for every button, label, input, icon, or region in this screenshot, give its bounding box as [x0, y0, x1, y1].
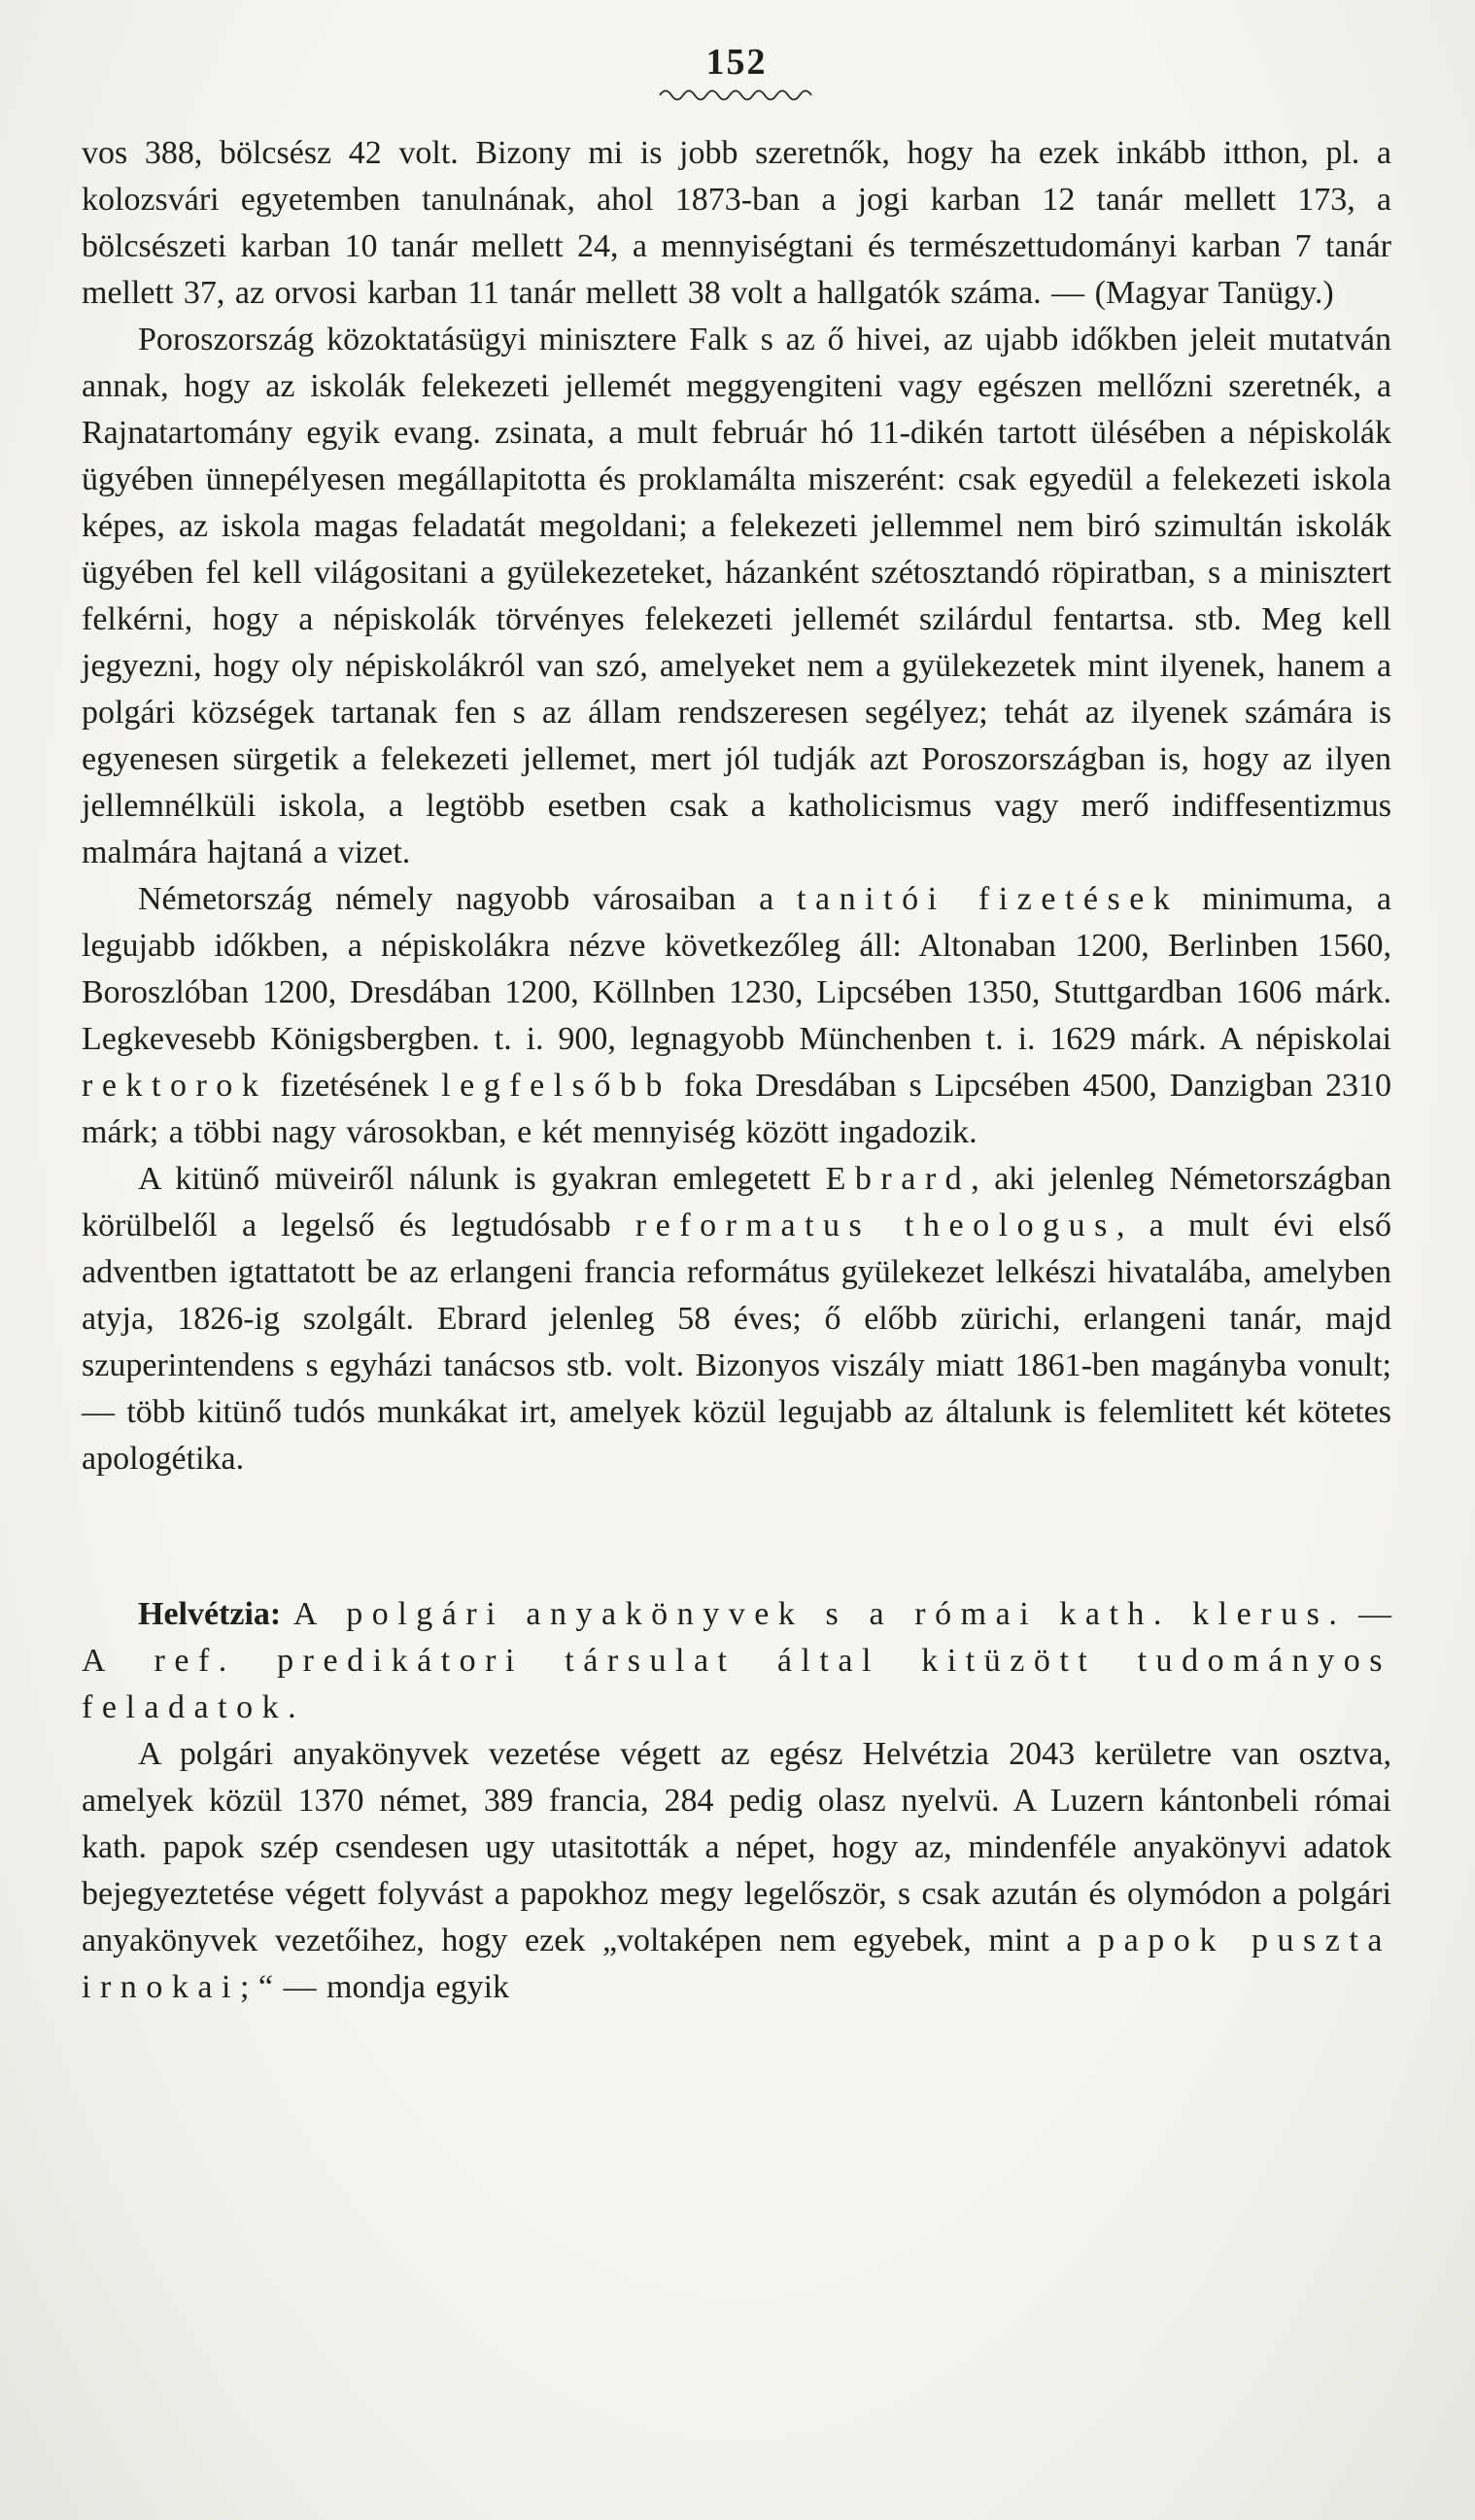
- emphasis-spaced: legfelsőbb: [441, 1067, 671, 1104]
- paragraph: [82, 1156, 1391, 1482]
- text-segment: , aki jelenleg Németországban körülbelől a legelső és legtudósabb: [82, 1160, 1391, 1243]
- paragraph: [82, 130, 1391, 317]
- text-segment: “ — mondja egyik: [257, 1968, 510, 2005]
- page-number: 152: [705, 42, 768, 83]
- text-segment: —: [1346, 1595, 1392, 1632]
- text-segment: , a mult évi első adventben igtattatott be az erlangeni francia református gyülekezet lelkészi hivatalába, amelyben atyja, 1826-ig szolgált. Ebrard jelenleg 58 éves; ő előbb zürichi, erlangeni tanár, majd szuperintendens s egyházi tanácsos stb. volt. Bizonyos viszály miatt 1861-ben magányba vonult; — több kitünő tudós munkákat irt, amelyek közül legujabb az általunk is felemlitett két kötetes apologétika.: [82, 1207, 1392, 1477]
- text-segment: [281, 1596, 293, 1632]
- text-segment: minimuma, a legujabb időkben, a népiskolákra nézve következőleg áll: Altonaban 1200, Berlinben 1560, Boroszlóban 1200, Dresdában 1200, Köllnben 1230, Lipcsében 1350, Stuttgardban 1606 márk. Legkevesebb Königsbergben. t. i. 900, legnagyobb Münchenben t. i. 1629 márk. A népiskolai: [82, 880, 1391, 1057]
- paragraph: [82, 1591, 1391, 1731]
- emphasis-spaced: A polgári anyakönyvek s a római kath. klerus.: [292, 1595, 1347, 1632]
- emphasis-spaced: reformatus theologus: [635, 1207, 1116, 1243]
- paragraph: [82, 1731, 1391, 2011]
- text-segment: foka Dresdában s Lipcsében 4500, Danzigban 2310 márk; a többi nagy városokban, e két mennyiség között ingadozik.: [82, 1067, 1392, 1150]
- emphasis-spaced: papok puszta irnokai;: [82, 1922, 1391, 2005]
- emphasis-spaced: A ref. predikátori társulat által kitüzött tudományos feladatok.: [82, 1642, 1391, 1725]
- paragraph: [82, 317, 1391, 876]
- text-segment: Németország némely nagyobb városaiban a: [138, 880, 798, 917]
- text-segment: Poroszország közoktatásügyi minisztere Falk s az ő hivei, az ujabb időkben jeleit mutatván annak, hogy az iskolák felekezeti jellemét meggyengiteni vagy egészen mellőzni szeretnék, a Rajnatartomány egyik evang. zsinata, a mult február hó 11-dikén tartott ülésében a népiskolák ügyében ünnepélyesen megállapitotta és proklamálta miszerént: csak egyedül a felekezeti iskola képes, az iskola magas feladatát megoldani; a felekezeti jellemmel nem biró szimultán iskolák ügyében fel kell világositani a gyülekezeteket, házanként szétosztandó röpiratban, s a minisztert felkérni, hogy a népiskolák törvényes felekezeti jellemét szilárdul fentartsa. stb. Meg kell jegyezni, hogy oly népiskolákról van szó, amelyeket nem a gyülekezetek mint ilyenek, hanem a polgári községek tartanak fen s az állam rendszeresen segélyez; tehát az ilyenek számára is egyenesen sürgetik a felekezeti jellemet, mert jól tudják azt Poroszországban is, hogy az ilyen jellemnélküli iskola, a legtöbb esetben csak a katholicismus vagy merő indiffesentizmus malmára hajtaná a vizet.: [82, 321, 1391, 870]
- paragraph: [82, 876, 1391, 1156]
- page-header: [82, 43, 1391, 101]
- emphasis-bold: Helvétzia:: [138, 1595, 282, 1632]
- text-segment: fizetésének: [267, 1067, 442, 1104]
- text-segment: A polgári anyakönyvek vezetése végett az egész Helvétzia 2043 kerületre van osztva, amelyek közül 1370 német, 389 francia, 284 pedig olasz nyelvü. A Luzern kántonbeli római kath. papok szép csendesen ugy utasitották a népet, hogy az, mindenféle anyakönyvi adatok bejegyeztetése végett folyvást a papokhoz megy legelőször, s csak azután és olymódon a polgári anyakönyvek vezetőihez, hogy ezek „voltaképen nem egyebek, mint a: [82, 1735, 1391, 1958]
- emphasis-spaced: Ebrard: [825, 1160, 972, 1197]
- emphasis-spaced: tanitói fizetések: [797, 880, 1180, 917]
- article-text: [82, 130, 1391, 2011]
- text-segment: A kitünő müveiről nálunk is gyakran emlegetett: [138, 1160, 826, 1197]
- page-number-flourish: [658, 87, 815, 101]
- emphasis-spaced: rektorok: [82, 1067, 268, 1104]
- text-segment: vos 388, bölcsész 42 volt. Bizony mi is jobb szeretnők, hogy ha ezek inkább itthon, pl. a kolozsvári egyetemben tanulnának, ahol 1873-ban a jogi karban 12 tanár mellett 173, a bölcsészeti karban 10 tanár mellett 24, a mennyiségtani és természettudományi karban 7 tanár mellett 37, az orvosi karban 11 tanár mellett 38 volt a hallgatók száma. — (Magyar Tanügy.): [82, 134, 1391, 311]
